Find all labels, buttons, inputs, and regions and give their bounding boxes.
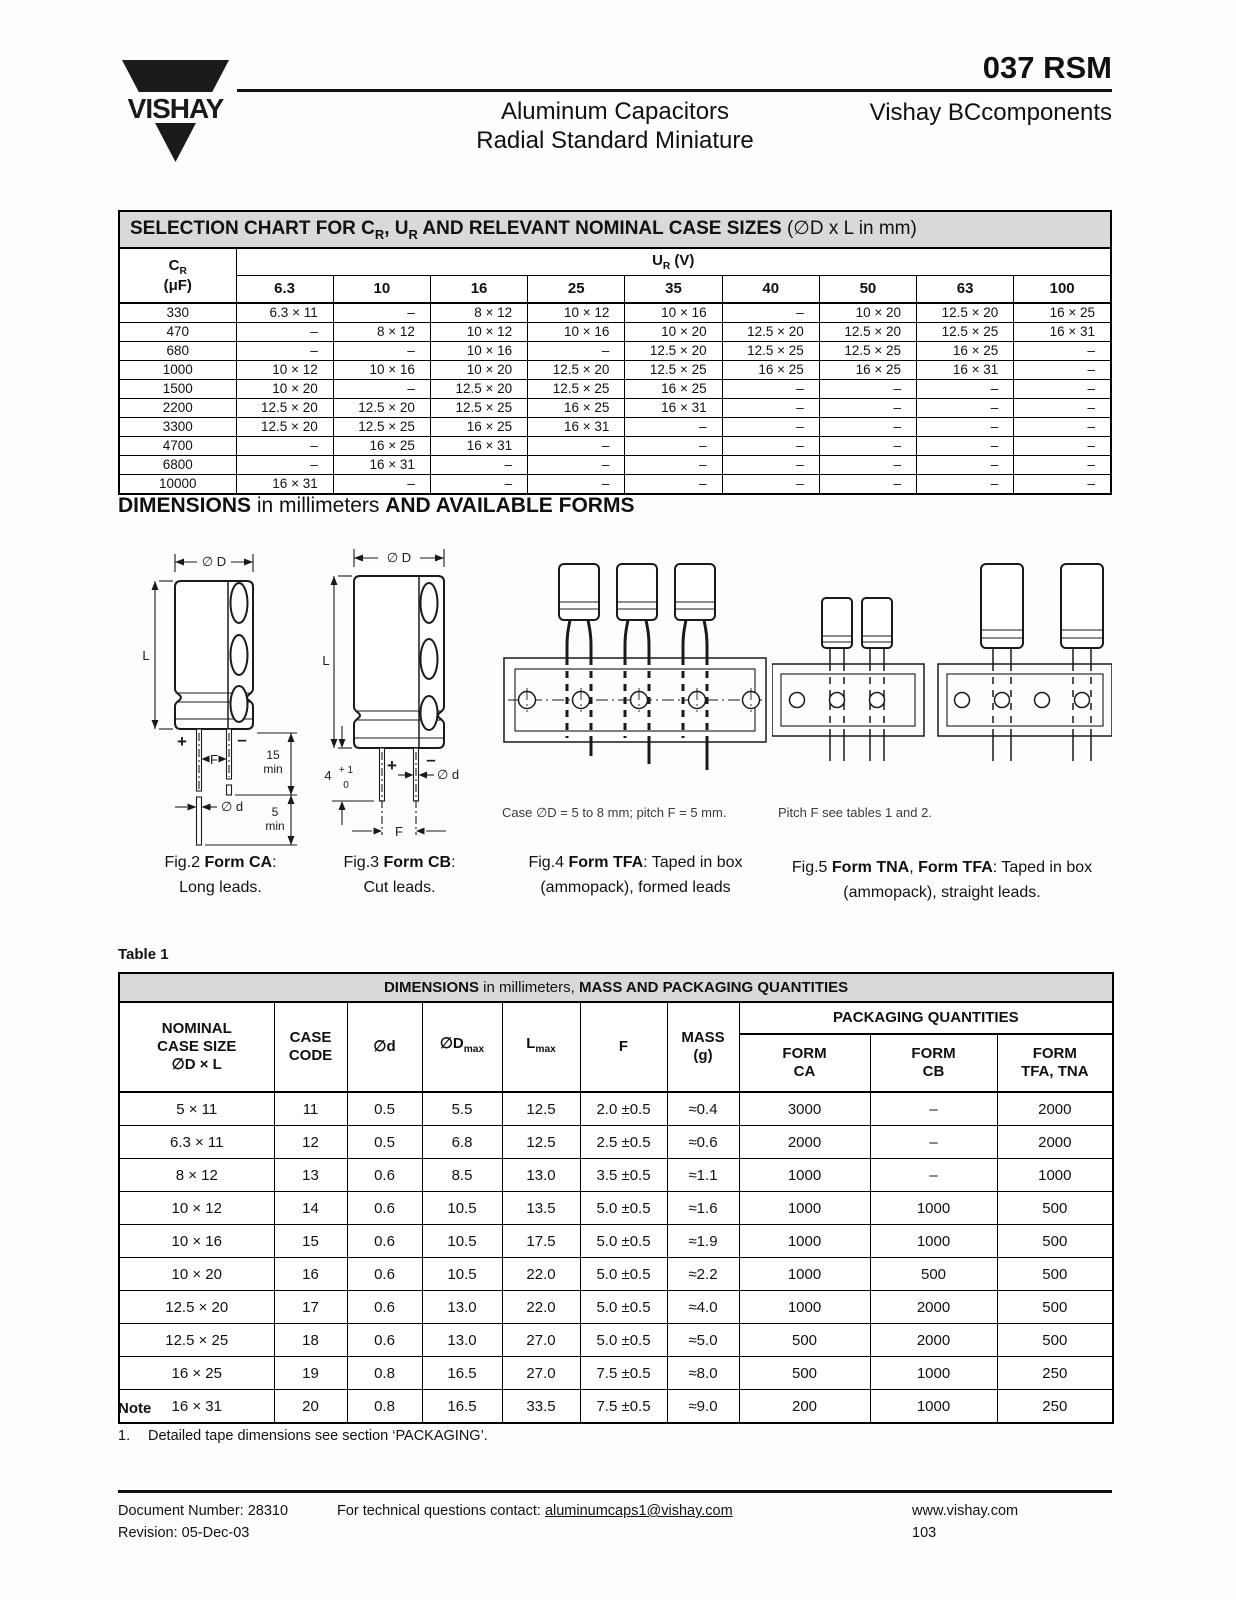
- case-size-cell: –: [1014, 379, 1111, 398]
- dim-label-od-small: ∅ d: [221, 799, 244, 814]
- cr-value: 1000: [119, 360, 236, 379]
- case-size-cell: 10 × 12: [236, 360, 333, 379]
- tfa-cell: 500: [997, 1324, 1113, 1357]
- tfa-cell: 250: [997, 1357, 1113, 1390]
- cb-cell: –: [870, 1126, 997, 1159]
- cr-value: 6800: [119, 455, 236, 474]
- table-row: [119, 1159, 1113, 1192]
- size-cell: 12.5 × 25: [119, 1324, 274, 1357]
- case-size-cell: 6.3 × 11: [236, 303, 333, 323]
- dmax-cell: 16.5: [422, 1357, 502, 1390]
- website: www.vishay.com: [912, 1503, 1019, 1519]
- ca-cell: 3000: [739, 1092, 870, 1126]
- dmax-cell: 10.5: [422, 1258, 502, 1291]
- case-size-cell: –: [625, 455, 722, 474]
- case-size-cell: 16 × 25: [430, 417, 527, 436]
- tfa-cell: 500: [997, 1192, 1113, 1225]
- case-size-cell: 10 × 20: [236, 379, 333, 398]
- case-size-cell: 16 × 31: [236, 474, 333, 494]
- code-cell: 12: [274, 1126, 347, 1159]
- case-size-cell: –: [333, 341, 430, 360]
- case-size-cell: 16 × 25: [917, 341, 1014, 360]
- table-row: [119, 474, 1111, 494]
- case-size-cell: 12.5 × 25: [819, 341, 916, 360]
- fig5-note: Pitch F see tables 1 and 2.: [778, 805, 932, 820]
- case-size-cell: –: [722, 303, 819, 323]
- table1-title: DIMENSIONS in millimeters, MASS AND PACKAGING QUANTITIES: [119, 973, 1113, 1002]
- fig2-form-ca-drawing: [125, 543, 315, 853]
- polarity-minus: –: [237, 730, 247, 749]
- voltage-header: 10: [333, 275, 430, 303]
- voltage-header: 40: [722, 275, 819, 303]
- dmax-cell: 5.5: [422, 1092, 502, 1126]
- case-size-cell: –: [333, 379, 430, 398]
- dim-label-od: ∅ D: [201, 554, 227, 569]
- voltage-header: 63: [917, 275, 1014, 303]
- table-row: [119, 379, 1111, 398]
- cr-value: 3300: [119, 417, 236, 436]
- cr-value: 4700: [119, 436, 236, 455]
- case-size-cell: –: [1014, 436, 1111, 455]
- dim-label-f: F: [395, 824, 403, 839]
- case-size-cell: –: [625, 436, 722, 455]
- cr-value: 2200: [119, 398, 236, 417]
- dim-label-l: L: [322, 653, 330, 668]
- dmax-cell: 16.5: [422, 1390, 502, 1424]
- tfa-cell: 2000: [997, 1092, 1113, 1126]
- cb-cell: 2000: [870, 1324, 997, 1357]
- cr-value: 330: [119, 303, 236, 323]
- ca-cell: 500: [739, 1324, 870, 1357]
- case-size-cell: 10 × 20: [430, 360, 527, 379]
- tfa-cell: 1000: [997, 1159, 1113, 1192]
- case-size-cell: 10 × 20: [625, 322, 722, 341]
- case-size-cell: 12.5 × 25: [625, 360, 722, 379]
- ca-cell: 1000: [739, 1159, 870, 1192]
- code-cell: 15: [274, 1225, 347, 1258]
- dim-label-tol-top: + 1: [338, 765, 354, 776]
- case-size-cell: –: [917, 474, 1014, 494]
- case-size-cell: 16 × 25: [722, 360, 819, 379]
- dmax-cell: 6.8: [422, 1126, 502, 1159]
- code-cell: 16: [274, 1258, 347, 1291]
- size-cell: 12.5 × 20: [119, 1291, 274, 1324]
- ca-cell: 1000: [739, 1225, 870, 1258]
- table-row: [119, 1092, 1113, 1126]
- fig3-caption: Fig.3 Form CB: Cut leads.: [343, 854, 456, 896]
- d-cell: 0.5: [347, 1092, 422, 1126]
- dimensions-table: [118, 972, 1114, 1424]
- table-row: [119, 1291, 1113, 1324]
- table-row: [119, 1192, 1113, 1225]
- tfa-cell: 500: [997, 1258, 1113, 1291]
- case-size-cell: 12.5 × 20: [333, 398, 430, 417]
- mass-cell: ≈1.1: [667, 1159, 739, 1192]
- code-cell: 11: [274, 1092, 347, 1126]
- ca-cell: 500: [739, 1357, 870, 1390]
- cb-cell: 1000: [870, 1390, 997, 1424]
- case-size-cell: 12.5 × 20: [236, 417, 333, 436]
- case-size-cell: 12.5 × 20: [722, 322, 819, 341]
- code-cell: 18: [274, 1324, 347, 1357]
- note-heading: Note: [118, 1400, 152, 1417]
- size-cell: 8 × 12: [119, 1159, 274, 1192]
- case-size-cell: 16 × 31: [917, 360, 1014, 379]
- case-size-cell: –: [917, 436, 1014, 455]
- dim-label-5min: min: [265, 819, 285, 833]
- voltage-header: 6.3: [236, 275, 333, 303]
- table-row: [119, 1126, 1113, 1159]
- d-cell: 0.6: [347, 1159, 422, 1192]
- lmax-cell: 22.0: [502, 1291, 580, 1324]
- col-header-form-ca: FORM CA: [739, 1034, 870, 1092]
- size-cell: 10 × 12: [119, 1192, 274, 1225]
- case-size-cell: 16 × 31: [625, 398, 722, 417]
- voltage-header: 25: [528, 275, 625, 303]
- f-cell: 2.0 ±0.5: [580, 1092, 667, 1126]
- brand-name: Vishay BCcomponents: [869, 99, 1112, 126]
- table1-label: Table 1: [118, 946, 169, 963]
- dim-label-f: F: [210, 752, 218, 767]
- cr-value: 470: [119, 322, 236, 341]
- lmax-cell: 17.5: [502, 1225, 580, 1258]
- code-cell: 13: [274, 1159, 347, 1192]
- case-size-cell: 12.5 × 20: [819, 322, 916, 341]
- case-size-cell: 12.5 × 20: [917, 303, 1014, 323]
- case-size-cell: –: [917, 455, 1014, 474]
- tfa-cell: 500: [997, 1291, 1113, 1324]
- lmax-cell: 27.0: [502, 1324, 580, 1357]
- fig4-note: Case ∅D = 5 to 8 mm; pitch F = 5 mm.: [502, 805, 727, 820]
- voltage-header: 16: [430, 275, 527, 303]
- fig5-caption: Fig.5 Form TNA, Form TFA: Taped in box (ammopack), straight leads.: [791, 859, 1093, 901]
- case-size-cell: 10 × 20: [819, 303, 916, 323]
- product-line2: Radial Standard Miniature: [476, 127, 754, 154]
- f-cell: 5.0 ±0.5: [580, 1192, 667, 1225]
- case-size-cell: –: [1014, 474, 1111, 494]
- f-cell: 7.5 ±0.5: [580, 1357, 667, 1390]
- mass-cell: ≈8.0: [667, 1357, 739, 1390]
- case-size-cell: 12.5 × 20: [430, 379, 527, 398]
- cb-cell: 2000: [870, 1291, 997, 1324]
- f-cell: 2.5 ±0.5: [580, 1126, 667, 1159]
- footer-center: [337, 1500, 897, 1522]
- f-cell: 5.0 ±0.5: [580, 1291, 667, 1324]
- case-size-cell: 16 × 25: [528, 398, 625, 417]
- cb-cell: –: [870, 1159, 997, 1192]
- case-size-cell: –: [236, 436, 333, 455]
- lmax-cell: 12.5: [502, 1126, 580, 1159]
- case-size-cell: –: [819, 455, 916, 474]
- tfa-cell: 500: [997, 1225, 1113, 1258]
- case-size-cell: 16 × 25: [625, 379, 722, 398]
- size-cell: 16 × 25: [119, 1357, 274, 1390]
- note-number: 1.: [118, 1428, 131, 1444]
- d-cell: 0.6: [347, 1258, 422, 1291]
- table-row: [119, 417, 1111, 436]
- code-cell: 20: [274, 1390, 347, 1424]
- f-cell: 7.5 ±0.5: [580, 1390, 667, 1424]
- ca-cell: 2000: [739, 1126, 870, 1159]
- cr-value: 10000: [119, 474, 236, 494]
- polarity-minus: –: [426, 750, 436, 769]
- size-cell: 10 × 16: [119, 1225, 274, 1258]
- dim-label-4: 4: [324, 768, 332, 783]
- dim-label-od: ∅ D: [386, 550, 412, 565]
- d-cell: 0.5: [347, 1126, 422, 1159]
- voltage-header-row: [119, 275, 1111, 303]
- case-size-cell: –: [722, 436, 819, 455]
- col-header-lmax: $L_{max}$: [502, 1002, 580, 1092]
- table-row: [119, 341, 1111, 360]
- table-row: [119, 303, 1111, 323]
- contact-prefix: For technical questions contact:: [337, 1503, 545, 1519]
- case-size-cell: 12.5 × 25: [430, 398, 527, 417]
- selection-chart-table: [118, 210, 1112, 495]
- code-cell: 17: [274, 1291, 347, 1324]
- dim-label-15min: min: [263, 762, 283, 776]
- case-size-cell: 16 × 25: [819, 360, 916, 379]
- col-header-form-tfa: FORM TFA, TNA: [997, 1034, 1113, 1092]
- mass-cell: ≈0.4: [667, 1092, 739, 1126]
- revision-date: Revision: 05-Dec-03: [118, 1525, 250, 1541]
- table-row: [119, 1390, 1113, 1424]
- case-size-cell: –: [528, 436, 625, 455]
- ca-cell: 1000: [739, 1258, 870, 1291]
- col-header-form-cb: FORM CB: [870, 1034, 997, 1092]
- dim-label-od-small: ∅ d: [437, 767, 460, 782]
- col-header-nominal: NOMINAL CASE SIZE ∅D × L: [119, 1002, 274, 1092]
- case-size-cell: 8 × 12: [333, 322, 430, 341]
- part-number-title: 037 RSM: [982, 50, 1112, 85]
- case-size-cell: –: [722, 398, 819, 417]
- case-size-cell: 10 × 12: [430, 322, 527, 341]
- table-row: [119, 360, 1111, 379]
- case-size-cell: –: [1014, 417, 1111, 436]
- contact-email-link[interactable]: aluminumcaps1@vishay.com: [544, 1503, 733, 1519]
- logo-text: VISHAY: [127, 93, 224, 124]
- polarity-plus: +: [387, 756, 397, 775]
- cb-cell: 500: [870, 1258, 997, 1291]
- header-rule: [237, 89, 1112, 92]
- col-header-mass: MASS (g): [667, 1002, 739, 1092]
- case-size-cell: 12.5 × 20: [528, 360, 625, 379]
- table-row: [119, 1324, 1113, 1357]
- case-size-cell: –: [1014, 341, 1111, 360]
- case-size-cell: –: [722, 379, 819, 398]
- table-row: [119, 1357, 1113, 1390]
- lmax-cell: 12.5: [502, 1092, 580, 1126]
- lmax-cell: 13.5: [502, 1192, 580, 1225]
- case-size-cell: 16 × 31: [1014, 322, 1111, 341]
- lmax-cell: 13.0: [502, 1159, 580, 1192]
- d-cell: 0.6: [347, 1324, 422, 1357]
- col-header-packaging: PACKAGING QUANTITIES: [739, 1002, 1113, 1034]
- ca-cell: 1000: [739, 1291, 870, 1324]
- dmax-cell: 13.0: [422, 1291, 502, 1324]
- voltage-header: 100: [1014, 275, 1111, 303]
- lmax-cell: 27.0: [502, 1357, 580, 1390]
- page-number: 103: [912, 1525, 937, 1541]
- polarity-plus: +: [177, 732, 187, 751]
- d-cell: 0.8: [347, 1357, 422, 1390]
- case-size-cell: –: [819, 417, 916, 436]
- case-size-cell: 10 × 16: [625, 303, 722, 323]
- dmax-cell: 10.5: [422, 1225, 502, 1258]
- d-cell: 0.6: [347, 1192, 422, 1225]
- lmax-cell: 33.5: [502, 1390, 580, 1424]
- case-size-cell: 16 × 31: [528, 417, 625, 436]
- fig4-caption: Fig.4 Form TFA: Taped in box (ammopack), formed leads: [528, 854, 743, 896]
- ca-cell: 200: [739, 1390, 870, 1424]
- col-header-case-code: CASE CODE: [274, 1002, 347, 1092]
- d-cell: 0.8: [347, 1390, 422, 1424]
- case-size-cell: –: [528, 474, 625, 494]
- case-size-cell: –: [333, 474, 430, 494]
- lmax-cell: 22.0: [502, 1258, 580, 1291]
- case-size-cell: –: [722, 474, 819, 494]
- case-size-cell: –: [333, 303, 430, 323]
- ca-cell: 1000: [739, 1192, 870, 1225]
- size-cell: 5 × 11: [119, 1092, 274, 1126]
- mass-cell: ≈1.9: [667, 1225, 739, 1258]
- dmax-cell: 8.5: [422, 1159, 502, 1192]
- col-header-dmax: $\emptyset D_{max}$: [422, 1002, 502, 1092]
- case-size-cell: –: [917, 398, 1014, 417]
- case-size-cell: –: [819, 379, 916, 398]
- case-size-cell: 12.5 × 25: [722, 341, 819, 360]
- f-cell: 5.0 ±0.5: [580, 1258, 667, 1291]
- case-size-cell: –: [528, 455, 625, 474]
- case-size-cell: 16 × 25: [333, 436, 430, 455]
- case-size-cell: 12.5 × 20: [236, 398, 333, 417]
- case-size-cell: –: [819, 436, 916, 455]
- cb-cell: 1000: [870, 1192, 997, 1225]
- cb-cell: 1000: [870, 1357, 997, 1390]
- case-size-cell: 16 × 31: [333, 455, 430, 474]
- cr-value: 1500: [119, 379, 236, 398]
- case-size-cell: 16 × 25: [1014, 303, 1111, 323]
- cr-column-header: $C_R$ (μF): [119, 248, 236, 303]
- mass-cell: ≈4.0: [667, 1291, 739, 1324]
- table-row: [119, 436, 1111, 455]
- table-row: [119, 1225, 1113, 1258]
- case-size-cell: –: [625, 417, 722, 436]
- case-size-cell: –: [1014, 360, 1111, 379]
- case-size-cell: –: [430, 474, 527, 494]
- selection-chart-title: SELECTION CHART FOR $C_R$, $U_R$ AND RELEVANT NOMINAL CASE SIZES (∅D x L in mm): [119, 211, 1111, 248]
- case-size-cell: –: [722, 455, 819, 474]
- case-size-cell: 12.5 × 25: [333, 417, 430, 436]
- tfa-cell: 2000: [997, 1126, 1113, 1159]
- d-cell: 0.6: [347, 1291, 422, 1324]
- case-size-cell: –: [430, 455, 527, 474]
- case-size-cell: 10 × 16: [430, 341, 527, 360]
- voltage-header: 50: [819, 275, 916, 303]
- mass-cell: ≈9.0: [667, 1390, 739, 1424]
- footer-right: [912, 1500, 1112, 1544]
- mass-cell: ≈0.6: [667, 1126, 739, 1159]
- case-size-cell: –: [528, 341, 625, 360]
- code-cell: 14: [274, 1192, 347, 1225]
- table-row: [119, 1258, 1113, 1291]
- case-size-cell: 10 × 16: [528, 322, 625, 341]
- f-cell: 5.0 ±0.5: [580, 1225, 667, 1258]
- size-cell: 10 × 20: [119, 1258, 274, 1291]
- case-size-cell: –: [819, 398, 916, 417]
- mass-cell: ≈1.6: [667, 1192, 739, 1225]
- footer-rule: [118, 1490, 1112, 1493]
- mass-cell: ≈2.2: [667, 1258, 739, 1291]
- fig2-caption: Fig.2 Form CA: Long leads.: [164, 854, 277, 896]
- case-size-cell: –: [625, 474, 722, 494]
- case-size-cell: –: [722, 417, 819, 436]
- fig4-form-tfa-drawing: [502, 556, 768, 791]
- case-size-cell: –: [236, 455, 333, 474]
- fig5-form-tna-drawing: [772, 556, 1112, 791]
- document-number: Document Number: 28310: [118, 1503, 289, 1519]
- dmax-cell: 13.0: [422, 1324, 502, 1357]
- ur-header: $U_R$ (V): [236, 248, 1111, 276]
- table-row: [119, 455, 1111, 474]
- case-size-cell: –: [236, 341, 333, 360]
- voltage-header: 35: [625, 275, 722, 303]
- dim-label-tol-bot: 0: [343, 780, 349, 791]
- dimensions-heading: DIMENSIONS in millimeters AND AVAILABLE FORMS: [118, 494, 635, 517]
- case-size-cell: –: [1014, 398, 1111, 417]
- case-size-cell: 8 × 12: [430, 303, 527, 323]
- case-size-cell: –: [917, 417, 1014, 436]
- dim-label-l: L: [142, 648, 150, 663]
- product-line1: Aluminum Capacitors: [500, 98, 730, 125]
- d-cell: 0.6: [347, 1225, 422, 1258]
- case-size-cell: 10 × 12: [528, 303, 625, 323]
- f-cell: 3.5 ±0.5: [580, 1159, 667, 1192]
- cb-cell: –: [870, 1092, 997, 1126]
- cb-cell: 1000: [870, 1225, 997, 1258]
- case-size-cell: –: [819, 474, 916, 494]
- case-size-cell: 12.5 × 25: [917, 322, 1014, 341]
- mass-cell: ≈5.0: [667, 1324, 739, 1357]
- size-cell: 16 × 31: [119, 1390, 274, 1424]
- case-size-cell: 10 × 16: [333, 360, 430, 379]
- col-header-d: ∅d: [347, 1002, 422, 1092]
- case-size-cell: 16 × 31: [430, 436, 527, 455]
- cr-value: 680: [119, 341, 236, 360]
- dim-label-5: 5: [271, 805, 279, 819]
- vishay-logo-icon: [118, 54, 233, 166]
- fig3-form-cb-drawing: [316, 543, 481, 853]
- tfa-cell: 250: [997, 1390, 1113, 1424]
- code-cell: 19: [274, 1357, 347, 1390]
- table-row: [119, 322, 1111, 341]
- case-size-cell: –: [236, 322, 333, 341]
- dim-label-15: 15: [266, 748, 280, 762]
- case-size-cell: –: [917, 379, 1014, 398]
- size-cell: 6.3 × 11: [119, 1126, 274, 1159]
- table-row: [119, 398, 1111, 417]
- dmax-cell: 10.5: [422, 1192, 502, 1225]
- case-size-cell: –: [1014, 455, 1111, 474]
- col-header-f: F: [580, 1002, 667, 1092]
- f-cell: 5.0 ±0.5: [580, 1324, 667, 1357]
- product-subtitle: [420, 97, 810, 155]
- note-text: Detailed tape dimensions see section ‘PACKAGING’.: [148, 1428, 488, 1444]
- case-size-cell: 12.5 × 25: [528, 379, 625, 398]
- case-size-cell: 12.5 × 20: [625, 341, 722, 360]
